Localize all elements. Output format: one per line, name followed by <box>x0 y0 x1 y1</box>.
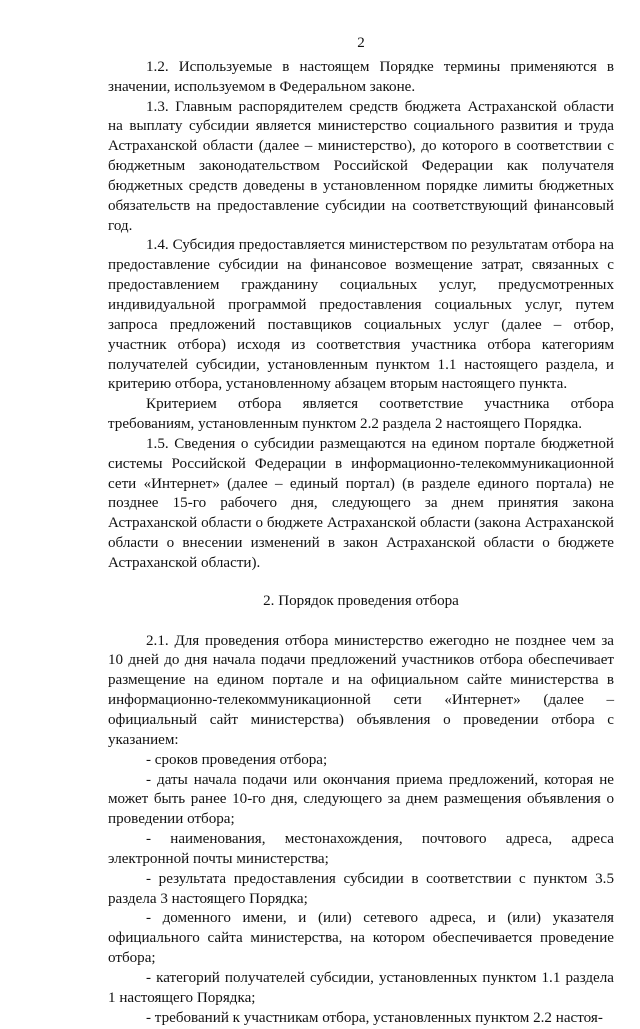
list-item: - категорий получателей субсидии, установленных пунктом 1.1 раздела 1 настоящего Порядка; <box>108 969 614 1006</box>
paragraph-1-5: 1.5. Сведения о субсидии размещаются на едином портале бюджетной системы Российской Федерации в информационно-телекоммуникационной сети «Интернет» (далее – единый портал) (в разделе единого портала) не позднее 15-го рабочего дня, следующего за днем принятия закона Астраханской области о бюджете Астраханской области (закона Астраханской области о внесении изменений в закон Астраханской области о бюджете Астраханской области). <box>108 435 614 571</box>
page-number: 2 <box>357 35 365 51</box>
paragraph-2-1: 2.1. Для проведения отбора министерство ежегодно не позднее чем за 10 дней до дня начала подачи предложений участников отбора обеспечивает размещение на едином портале и на официальном сайте министерства в информационно-телекоммуникационной сети «Интернет» (далее – официальный сайт министерства) объявления о проведении отбора с указанием: <box>108 632 614 748</box>
list-item: - сроков проведения отбора; <box>146 751 328 768</box>
section-title: 2. Порядок проведения отбора <box>263 592 459 609</box>
list-item: - даты начала подачи или окончания приема предложений, которая не может быть ранее 10-го дня, следующего за днем размещения объявления о проведении отбора; <box>108 771 614 828</box>
list-item: - требований к участникам отбора, установленных пунктом 2.2 настоя- <box>146 1009 603 1026</box>
document-page <box>108 34 614 1029</box>
list-item: - доменного имени, и (или) сетевого адреса, и (или) указателя официального сайта министерства, на котором обеспечивается проведение отбора; <box>108 910 614 967</box>
paragraph-1-3: 1.3. Главным распорядителем средств бюджета Астраханской области на выплату субсидии является министерство социального развития и труда Астраханской области (далее – министерство), до которого в соответствии с бюджетным законодательством Российской Федерации как получателя бюджетных средств доведены в установленном порядке лимиты бюджетных обязательств на предоставление субсидии на соответствующий финансовый год. <box>108 98 614 234</box>
paragraph-1-2: 1.2. Используемые в настоящем Порядке термины применяются в значении, используемом в Федеральном законе. <box>108 58 614 95</box>
paragraph-selection-criterion: Критерием отбора является соответствие участника отбора требованиям, установленным пунктом 2.2 раздела 2 настоящего Порядка. <box>108 396 614 433</box>
list-item: - наименования, местонахождения, почтового адреса, адреса электронной почты министерства; <box>108 831 614 867</box>
list-item: - результата предоставления субсидии в соответствии с пунктом 3.5 раздела 3 настоящего Порядка; <box>108 870 614 907</box>
paragraph-1-4: 1.4. Субсидия предоставляется министерством по результатам отбора на предоставление субсидии на финансовое возмещение затрат, связанных с предоставлением гражданину социальных услуг, предусмотренных индивидуальной программой предоставления социальных услуг, путем запроса предложений поставщиков социальных услуг (далее – отбор, участник отбора) исходя из соответствия участника отбора категориям получателей субсидии, установленным пунктом 1.1 настоящего раздела, и критерию отбора, установленному абзацем вторым настоящего пункта. <box>108 237 614 393</box>
